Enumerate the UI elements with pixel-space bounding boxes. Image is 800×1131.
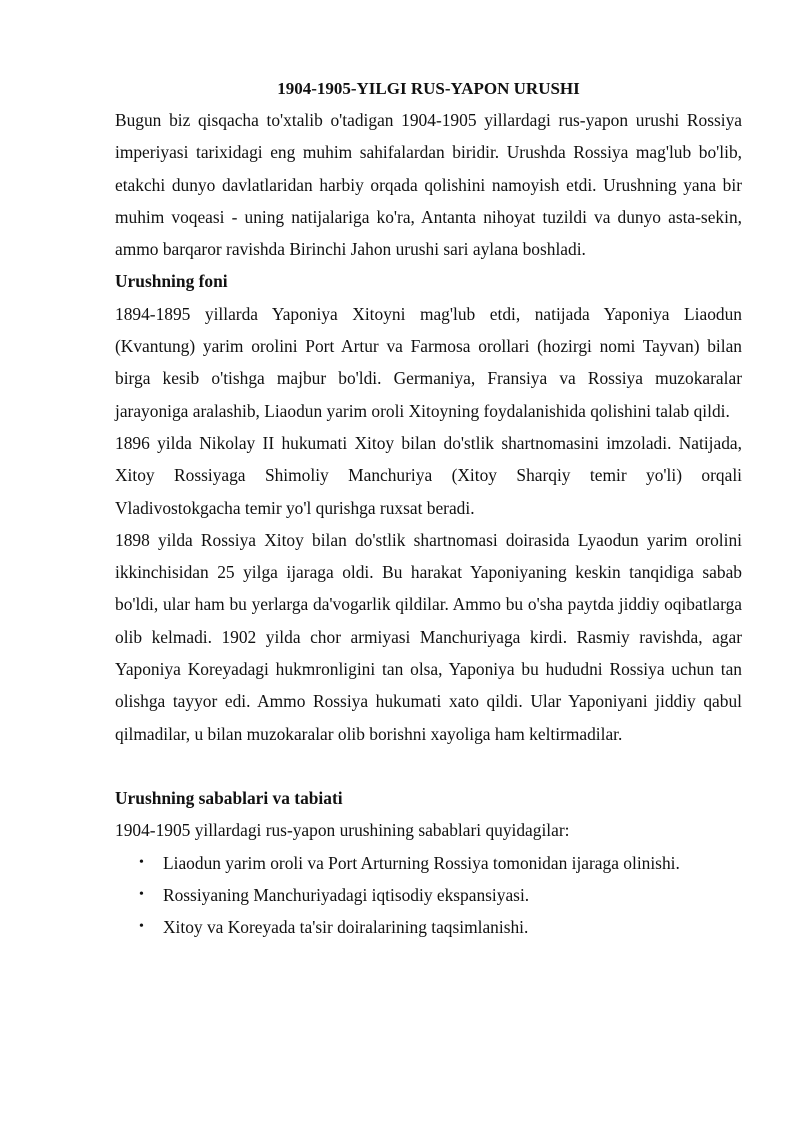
section-heading-causes: Urushning sabablari va tabiati: [115, 787, 343, 808]
list-item-text: Rossiyaning Manchuriyadagi iqtisodiy ekspansiyasi.: [163, 884, 530, 905]
document-title: 1904-1905-YILGI RUS-YAPON URUSHI: [277, 79, 580, 98]
bullet-icon: •: [139, 886, 144, 902]
section-spacer: [115, 750, 742, 782]
list-item-text: Liaodun yarim oroli va Port Arturning Rossiya tomonidan ijaraga olinishi.: [163, 852, 680, 873]
causes-lead-paragraph: 1904-1905 yillardagi rus-yapon urushining sabablari quyidagilar:: [115, 820, 570, 841]
list-item: [115, 847, 742, 879]
background-paragraph-3: 1898 yilda Rossiya Xitoy bilan do'stlik shartnomasi doirasida Lyaodun yarim orolini ikkinchisidan 25 yilga ijaraga oldi. Bu harakat Yaponiyaning keskin tanqidiga sabab bo'ldi, ular ham bu yerlarga da'vogarlik qildilar. Ammo bu o'sha paytda jiddiy oqibatlarga olib kelmadi. 1902 yilda chor armiyasi Manchuriyaga kirdi. Rasmiy ravishda, agar Yaponiya Koreyadagi hukmronligini tan olsa, Yaponiya bu hududni Rossiya uchun tan olishga tayyor edi. Ammo Rossiya hukumati xato qildi. Ular Yaponiyani jiddiy qabul qilmadilar, u bilan muzokaralar olib borishni xayoliga ham keltirmadilar.: [115, 529, 742, 744]
background-paragraph-2: 1896 yilda Nikolay II hukumati Xitoy bilan do'stlik shartnomasini imzoladi. Natijada, Xitoy Rossiyaga Shimoliy Manchuriya (Xitoy Sharqiy temir yo'li) orqali Vladivostokgacha temir yo'l qurishga ruxsat beradi.: [115, 432, 742, 518]
bullet-icon: •: [139, 854, 144, 870]
section-heading-background: Urushning foni: [115, 271, 228, 292]
list-item-text: Xitoy va Koreyada ta'sir doiralarining taqsimlanishi.: [163, 917, 529, 938]
background-paragraph-1: 1894-1895 yillarda Yaponiya Xitoyni mag'lub etdi, natijada Yaponiya Liaodun (Kvantung) yarim orolini Port Artur va Farmosa orollari (hozirgi nomi Tayvan) bilan birga kesib o'tishga majbur bo'ldi. Germaniya, Fransiya va Rossiya muzokaralar jarayoniga aralashib, Liaodun yarim oroli Xitoyning foydalanishida qolishini talab qildi.: [115, 303, 742, 421]
causes-bullet-list: [115, 847, 742, 944]
intro-paragraph: Bugun biz qisqacha to'xtalib o'tadigan 1904-1905 yillardagi rus-yapon urushi Rossiya imperiyasi tarixidagi eng muhim sahifalardan biridir. Urushda Rossiya mag'lub bo'lib, etakchi dunyo davlatlaridan harbiy orqada qolishini namoyish etdi. Urushning yana bir muhim voqeasi - uning natijalariga ko'ra, Antanta nihoyat tuzildi va dunyo asta-sekin, ammo barqaror ravishda Birinchi Jahon urushi sari aylana boshladi.: [115, 110, 742, 260]
bullet-icon: •: [139, 919, 144, 935]
list-item: [115, 911, 742, 943]
document-page: [115, 74, 742, 943]
list-item: [115, 879, 742, 911]
